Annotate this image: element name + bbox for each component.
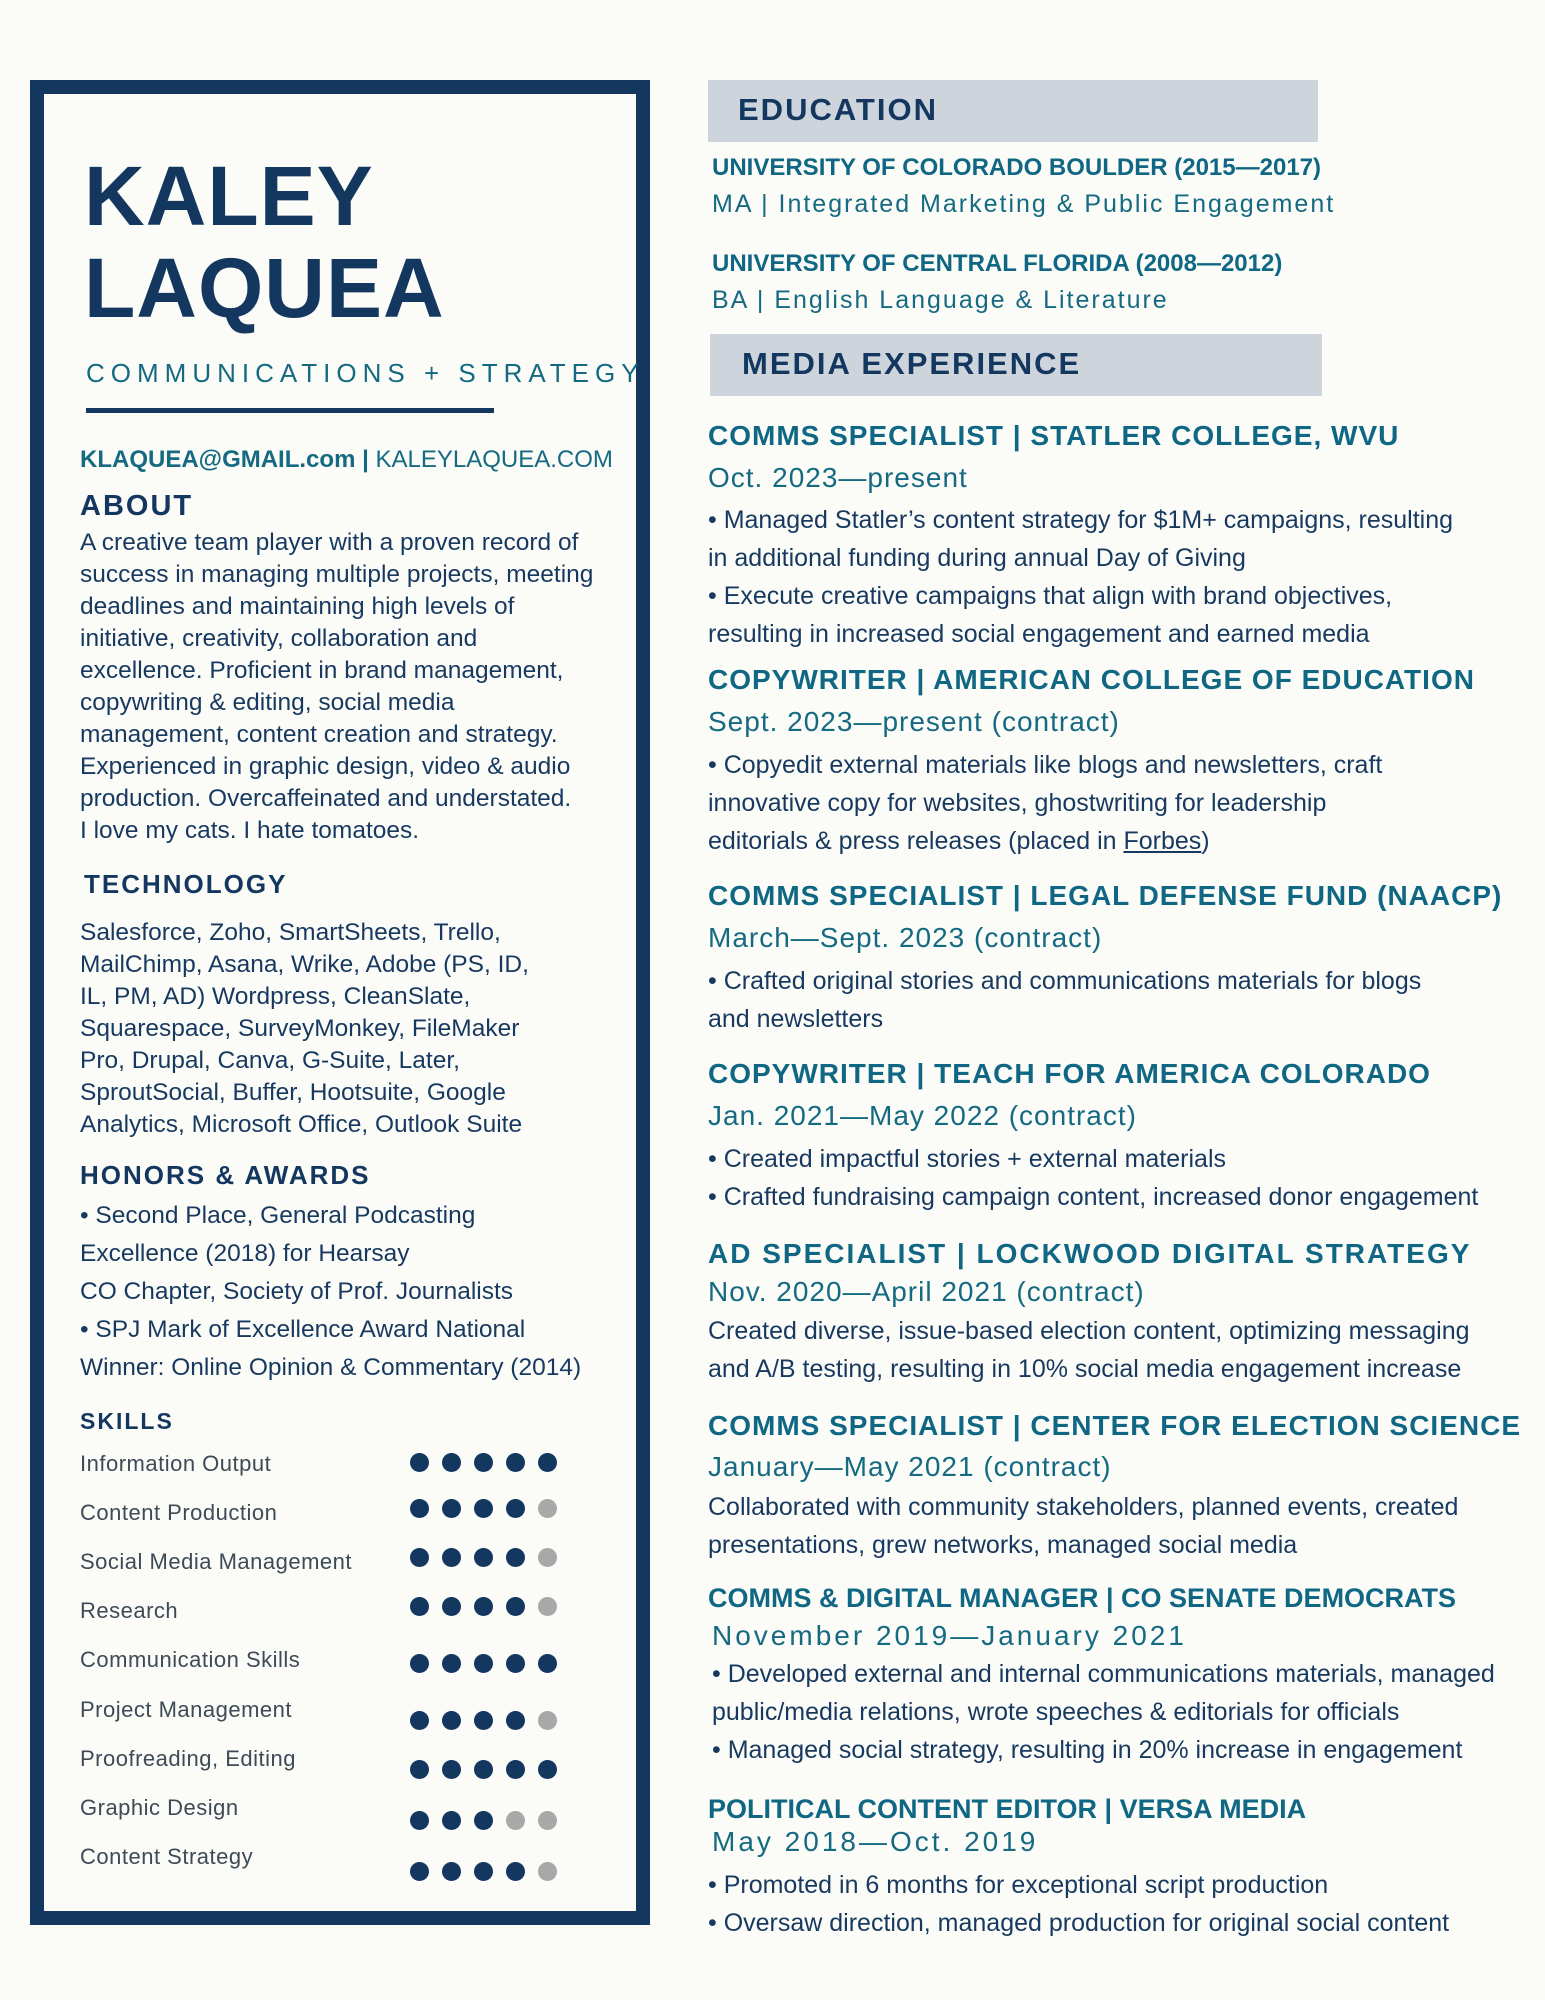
skill-label: Research: [80, 1598, 179, 1623]
education-school: UNIVERSITY OF CENTRAL FLORIDA (2008—2012): [712, 250, 1283, 277]
rating-dot-filled: [410, 1499, 429, 1518]
job-description: [708, 1140, 1508, 1216]
job-line: • Copyedit external materials like blogs and newsletters, craft: [708, 751, 1383, 779]
rating-dot-filled: [474, 1654, 493, 1673]
skill-rating: [410, 1760, 557, 1779]
about-line: I love my cats. I hate tomatoes.: [80, 817, 420, 844]
job-line: presentations, grew networks, managed social media: [708, 1531, 1298, 1559]
rating-dot-filled: [410, 1597, 429, 1616]
tagline: COMMUNICATIONS + STRATEGY: [86, 358, 645, 388]
rating-dot-filled: [538, 1654, 557, 1673]
job-dates: Jan. 2021—May 2022 (contract): [708, 1100, 1137, 1131]
job-description: [708, 1488, 1508, 1564]
rating-dot-filled: [410, 1811, 429, 1830]
technology-heading: TECHNOLOGY: [84, 869, 288, 899]
job-line: • Crafted original stories and communications materials for blogs: [708, 967, 1422, 995]
skill-rating: [410, 1548, 557, 1567]
honors-line: • SPJ Mark of Excellence Award National: [80, 1316, 526, 1343]
rating-dot-filled: [442, 1760, 461, 1779]
rating-dot-empty: [538, 1711, 557, 1730]
rating-dot-filled: [474, 1548, 493, 1567]
skill-rating: [410, 1597, 557, 1616]
rating-dot-filled: [506, 1654, 525, 1673]
about-line: Experienced in graphic design, video & audio: [80, 753, 571, 780]
rating-dot-filled: [410, 1548, 429, 1567]
job-line: • Crafted fundraising campaign content, increased donor engagement: [708, 1183, 1479, 1211]
job-line: • Promoted in 6 months for exceptional script production: [708, 1871, 1329, 1899]
about-line: success in managing multiple projects, meeting: [80, 561, 594, 588]
job-line: and A/B testing, resulting in 10% social media engagement increase: [708, 1355, 1462, 1383]
job-dates: Nov. 2020—April 2021 (contract): [708, 1276, 1145, 1307]
contact-separator: |: [362, 446, 369, 473]
rating-dot-filled: [410, 1862, 429, 1881]
rating-dot-filled: [474, 1597, 493, 1616]
skill-rating: [410, 1453, 557, 1472]
job-line-text: editorials & press releases (placed in: [708, 827, 1124, 855]
job-dates: November 2019—January 2021: [712, 1620, 1187, 1651]
rating-dot-filled: [474, 1760, 493, 1779]
job-title: COMMS SPECIALIST | CENTER FOR ELECTION SCIENCE: [708, 1410, 1521, 1441]
job-line-text: ): [1201, 827, 1210, 855]
about-line: management, content creation and strategy.: [80, 721, 558, 748]
job-line: • Created impactful stories + external materials: [708, 1145, 1226, 1173]
about-line: initiative, creativity, collaboration and: [80, 625, 478, 652]
job-line: resulting in increased social engagement and earned media: [708, 620, 1370, 648]
forbes-link[interactable]: Forbes: [1123, 827, 1202, 855]
job-line: [708, 822, 1508, 860]
job-dates: May 2018—Oct. 2019: [712, 1826, 1039, 1857]
rating-dot-filled: [442, 1654, 461, 1673]
skill-label: Content Production: [80, 1500, 278, 1525]
job-title: POLITICAL CONTENT EDITOR | VERSA MEDIA: [708, 1794, 1307, 1824]
job-dates: January—May 2021 (contract): [708, 1451, 1112, 1482]
skill-label: Project Management: [80, 1697, 292, 1722]
about-text: [80, 527, 593, 847]
rating-dot-empty: [538, 1862, 557, 1881]
rating-dot-empty: [538, 1499, 557, 1518]
rating-dot-filled: [410, 1760, 429, 1779]
rating-dot-filled: [442, 1499, 461, 1518]
rating-dot-filled: [506, 1862, 525, 1881]
job-description: [708, 1312, 1508, 1388]
rating-dot-filled: [506, 1453, 525, 1472]
skill-label: Proofreading, Editing: [80, 1746, 296, 1771]
job-line: • Managed Statler’s content strategy for $1M+ campaigns, resulting: [708, 506, 1454, 534]
skill-rating: [410, 1711, 557, 1730]
email-link[interactable]: KLAQUEA@GMAIL.com: [80, 446, 356, 473]
rating-dot-filled: [442, 1453, 461, 1472]
technology-line: Pro, Drupal, Canva, G-Suite, Later,: [80, 1047, 460, 1074]
job-dates: Oct. 2023—present: [708, 462, 968, 493]
rating-dot-filled: [442, 1548, 461, 1567]
honors-line: Excellence (2018) for Hearsay: [80, 1240, 410, 1267]
about-line: A creative team player with a proven record of: [80, 529, 579, 556]
education-degree: BA | English Language & Literature: [712, 286, 1169, 314]
rating-dot-filled: [506, 1548, 525, 1567]
job-line: Collaborated with community stakeholders, planned events, created: [708, 1493, 1459, 1521]
technology-line: Salesforce, Zoho, SmartSheets, Trello,: [80, 919, 501, 946]
name-divider: [86, 408, 494, 413]
job-description: [712, 1655, 1512, 1769]
rating-dot-filled: [506, 1597, 525, 1616]
rating-dot-filled: [474, 1499, 493, 1518]
job-title: COMMS SPECIALIST | STATLER COLLEGE, WVU: [708, 420, 1400, 451]
job-line: • Developed external and internal communications materials, managed: [712, 1660, 1495, 1688]
rating-dot-empty: [538, 1811, 557, 1830]
job-dates: Sept. 2023—present (contract): [708, 706, 1120, 737]
candidate-name: [84, 150, 445, 334]
job-title: COPYWRITER | TEACH FOR AMERICA COLORADO: [708, 1058, 1431, 1089]
rating-dot-empty: [538, 1597, 557, 1616]
rating-dot-filled: [474, 1862, 493, 1881]
job-line: • Oversaw direction, managed production for original social content: [708, 1909, 1450, 1937]
job-dates: March—Sept. 2023 (contract): [708, 922, 1103, 953]
about-line: deadlines and maintaining high levels of: [80, 593, 515, 620]
honors-line: CO Chapter, Society of Prof. Journalists: [80, 1278, 514, 1305]
rating-dot-filled: [538, 1760, 557, 1779]
job-description: [708, 746, 1508, 860]
rating-dot-empty: [538, 1548, 557, 1567]
skill-label: Content Strategy: [80, 1844, 254, 1869]
rating-dot-filled: [410, 1711, 429, 1730]
honors-text: [80, 1197, 581, 1387]
rating-dot-empty: [506, 1811, 525, 1830]
technology-text: [80, 917, 529, 1141]
rating-dot-filled: [474, 1453, 493, 1472]
job-line: public/media relations, wrote speeches & editorials for officials: [712, 1698, 1400, 1726]
honors-line: Winner: Online Opinion & Commentary (2014): [80, 1354, 582, 1381]
skill-rating: [410, 1862, 557, 1881]
about-line: excellence. Proficient in brand management,: [80, 657, 564, 684]
education-heading: EDUCATION: [738, 92, 938, 127]
job-line: • Managed social strategy, resulting in 20% increase in engagement: [712, 1736, 1463, 1764]
last-name: LAQUEA: [84, 241, 445, 335]
job-line: in additional funding during annual Day of Giving: [708, 544, 1246, 572]
rating-dot-filled: [442, 1862, 461, 1881]
job-title: AD SPECIALIST | LOCKWOOD DIGITAL STRATEGY: [708, 1238, 1472, 1269]
skill-rating: [410, 1499, 557, 1518]
rating-dot-filled: [442, 1711, 461, 1730]
rating-dot-filled: [506, 1499, 525, 1518]
education-school: UNIVERSITY OF COLORADO BOULDER (2015—2017): [712, 154, 1322, 181]
rating-dot-filled: [538, 1453, 557, 1472]
job-description: [708, 962, 1508, 1038]
job-title: COPYWRITER | AMERICAN COLLEGE OF EDUCATION: [708, 664, 1475, 695]
experience-heading: MEDIA EXPERIENCE: [742, 346, 1082, 381]
rating-dot-filled: [474, 1711, 493, 1730]
about-line: production. Overcaffeinated and understated.: [80, 785, 572, 812]
job-description: [708, 501, 1508, 653]
skills-heading: SKILLS: [80, 1408, 174, 1434]
about-line: copywriting & editing, social media: [80, 689, 455, 716]
rating-dot-filled: [506, 1711, 525, 1730]
rating-dot-filled: [410, 1453, 429, 1472]
technology-line: IL, PM, AD) Wordpress, CleanSlate,: [80, 983, 471, 1010]
website-link[interactable]: KALEYLAQUEA.COM: [375, 446, 613, 473]
skill-label: Graphic Design: [80, 1795, 239, 1820]
job-description: [708, 1866, 1508, 1942]
about-heading: ABOUT: [80, 490, 194, 522]
technology-line: Analytics, Microsoft Office, Outlook Suite: [80, 1111, 523, 1138]
technology-line: MailChimp, Asana, Wrike, Adobe (PS, ID,: [80, 951, 529, 978]
technology-line: SproutSocial, Buffer, Hootsuite, Google: [80, 1079, 506, 1106]
rating-dot-filled: [442, 1597, 461, 1616]
rating-dot-filled: [474, 1811, 493, 1830]
job-line: innovative copy for websites, ghostwriting for leadership: [708, 789, 1327, 817]
honors-line: • Second Place, General Podcasting: [80, 1202, 476, 1229]
rating-dot-filled: [442, 1811, 461, 1830]
skill-rating: [410, 1654, 557, 1673]
first-name: KALEY: [84, 149, 374, 243]
skill-label: Social Media Management: [80, 1549, 352, 1574]
rating-dot-filled: [506, 1760, 525, 1779]
skill-label: Communication Skills: [80, 1647, 301, 1672]
job-line: and newsletters: [708, 1005, 884, 1033]
honors-heading: HONORS & AWARDS: [80, 1160, 371, 1190]
contact-line: [80, 446, 613, 474]
job-title: COMMS & DIGITAL MANAGER | CO SENATE DEMOCRATS: [708, 1583, 1457, 1613]
skill-label: Information Output: [80, 1451, 272, 1476]
job-line: • Execute creative campaigns that align with brand objectives,: [708, 582, 1393, 610]
skill-rating: [410, 1811, 557, 1830]
job-line: Created diverse, issue-based election content, optimizing messaging: [708, 1317, 1470, 1345]
rating-dot-filled: [410, 1654, 429, 1673]
education-degree: MA | Integrated Marketing & Public Engagement: [712, 190, 1336, 218]
job-title: COMMS SPECIALIST | LEGAL DEFENSE FUND (NAACP): [708, 880, 1503, 911]
technology-line: Squarespace, SurveyMonkey, FileMaker: [80, 1015, 520, 1042]
